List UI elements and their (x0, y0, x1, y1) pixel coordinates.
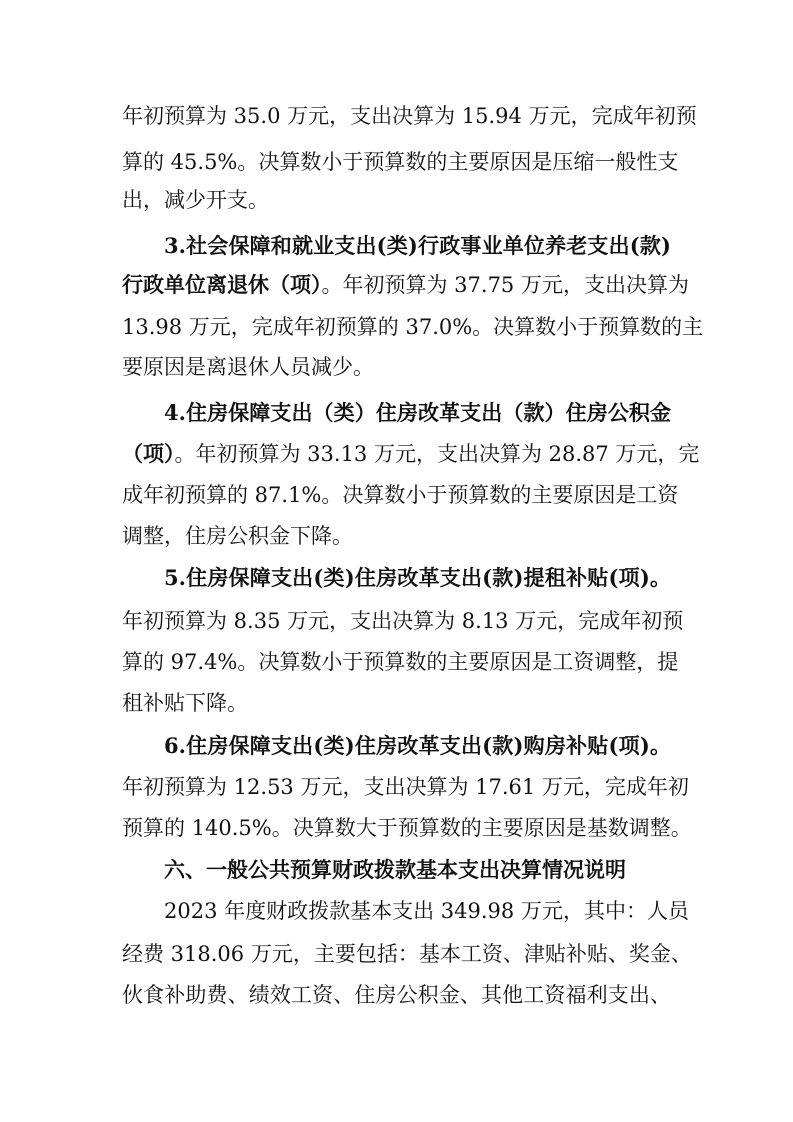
text-line (122, 270, 689, 300)
text-line: 2023 年度财政拨款基本支出 349.98 万元，其中：人员 (164, 899, 689, 923)
text-line: 年初预算为 35.0 万元，支出决算为 15.94 万元，完成年初预 (122, 104, 697, 128)
text-line: 年初预算为 12.53 万元，支出决算为 17.61 万元，完成年初 (122, 775, 689, 799)
text-span: 。年初预算为 33.13 万元，支出决算为 28.87 万元，完 (174, 442, 700, 466)
text-line: 租补贴下降。 (122, 691, 248, 715)
text-line: 算的 97.4%。决算数小于预算数的主要原因是工资调整，提 (122, 650, 679, 674)
text-line: 13.98 万元，完成年初预算的 37.0%。决算数小于预算数的主 (122, 315, 704, 339)
text-line: 年初预算为 8.35 万元，支出决算为 8.13 万元，完成年初预 (122, 609, 684, 633)
section-heading: 5.住房保障支出(类)住房改革支出(款)提租补贴(项)。 (164, 565, 671, 590)
chapter-heading: 六、一般公共预算财政拨款基本支出决算情况说明 (164, 857, 626, 882)
section-heading: 3.社会保障和就业支出(类)行政事业单位养老支出(款) (164, 233, 671, 258)
section-heading-continued: （项） (122, 441, 175, 466)
section-heading-continued: 行政单位离退休（项） (122, 272, 322, 297)
text-line: 经费 318.06 万元，主要包括：基本工资、津贴补贴、奖金、 (122, 942, 692, 966)
text-line: 调整，住房公积金下降。 (122, 524, 353, 548)
text-line: 算的 45.5%。决算数小于预算数的主要原因是压缩一般性支 (122, 150, 679, 174)
section-heading: 4.住房保障支出（类）住房改革支出（款）住房公积金 (164, 400, 671, 425)
text-line: 成年初预算的 87.1%。决算数小于预算数的主要原因是工资 (122, 483, 679, 507)
text-line: 伙食补助费、绩效工资、住房公积金、其他工资福利支出、 (122, 983, 671, 1007)
section-heading: 6.住房保障支出(类)住房改革支出(款)购房补贴(项)。 (164, 733, 671, 758)
text-line: 出，减少开支。 (122, 188, 269, 212)
text-line (122, 439, 700, 469)
text-line: 预算的 140.5%。决算数大于预算数的主要原因是基数调整。 (122, 816, 692, 840)
text-line: 要原因是离退休人员减少。 (122, 355, 374, 379)
text-span: 。年初预算为 37.75 万元，支出决算为 (321, 273, 689, 297)
